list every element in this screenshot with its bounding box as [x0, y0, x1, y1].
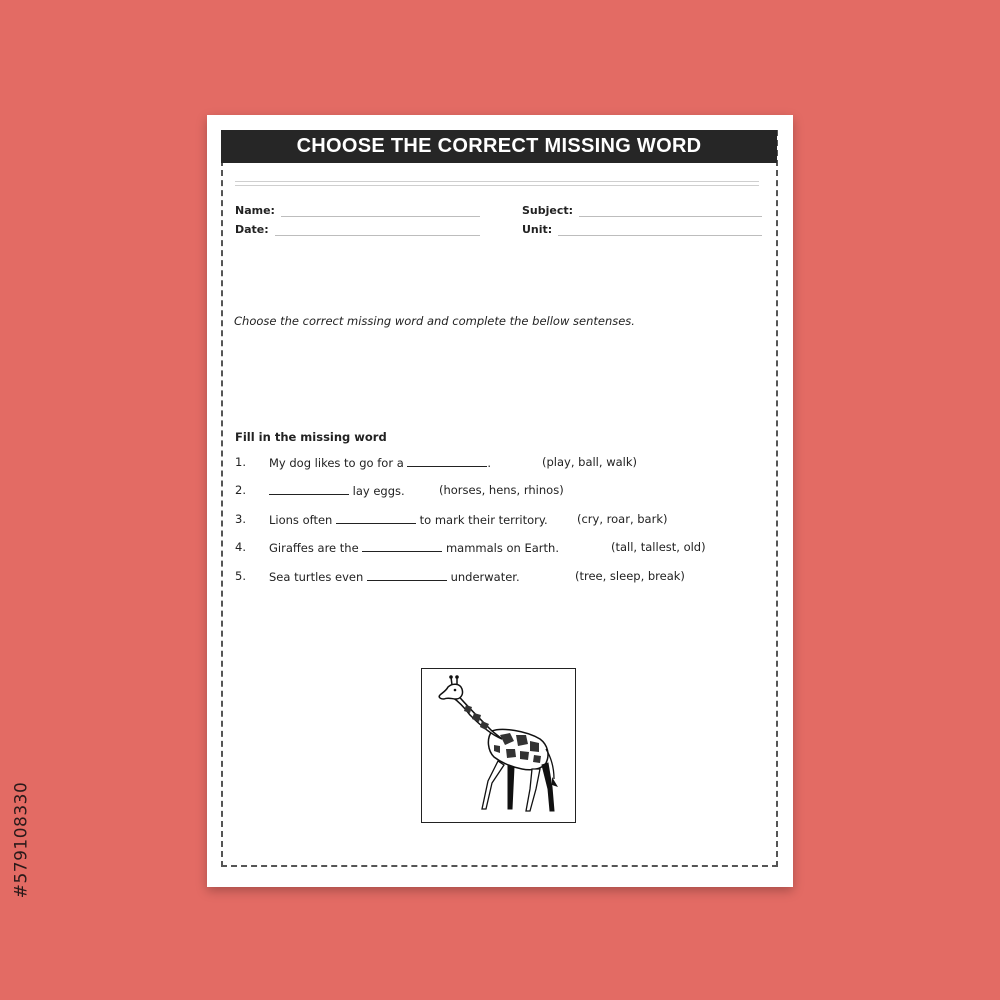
unit-label: Unit: [522, 223, 553, 236]
worksheet-page [207, 115, 793, 887]
question-text: My dog likes to go for a . [269, 456, 492, 470]
name-label: Name: [235, 204, 275, 217]
worksheet-title: CHOOSE THE CORRECT MISSING WORD [296, 135, 702, 157]
question-item [235, 569, 735, 585]
question-options: (cry, roar, bark) [577, 512, 668, 526]
section-title: Fill in the missing word [235, 430, 387, 444]
question-options: (tall, tallest, old) [611, 540, 706, 554]
instruction-text: Choose the correct missing word and complete the bellow sentenses. [234, 314, 635, 328]
subject-field [522, 201, 762, 217]
answer-blank[interactable] [367, 569, 447, 581]
question-number: 4. [235, 540, 246, 554]
header-rule-top [235, 181, 759, 182]
date-label: Date: [235, 223, 269, 236]
answer-blank[interactable] [269, 483, 349, 495]
title-bar [221, 130, 777, 163]
date-line[interactable] [275, 223, 480, 236]
answer-blank[interactable] [407, 455, 487, 467]
unit-field [522, 220, 762, 236]
name-line[interactable] [281, 204, 480, 217]
stock-id-watermark [6, 760, 36, 920]
question-item [235, 483, 735, 499]
question-number: 5. [235, 569, 246, 583]
question-text: Giraffes are the mammals on Earth. [269, 541, 559, 555]
answer-blank[interactable] [362, 540, 442, 552]
answer-blank[interactable] [336, 512, 416, 524]
date-field [235, 220, 480, 236]
question-options: (play, ball, walk) [542, 455, 637, 469]
question-item [235, 455, 735, 471]
subject-label: Subject: [522, 204, 574, 217]
question-number: 2. [235, 483, 246, 497]
header-rule-bottom [235, 185, 759, 186]
subject-line[interactable] [579, 204, 762, 217]
stock-id-text: #579108330 [11, 781, 31, 899]
question-item [235, 540, 735, 556]
giraffe-icon [422, 669, 574, 821]
question-text: lay eggs. [269, 483, 405, 498]
question-text: Sea turtles even underwater. [269, 570, 520, 584]
name-field [235, 201, 480, 217]
question-options: (tree, sleep, break) [575, 569, 685, 583]
question-item [235, 512, 735, 528]
question-number: 3. [235, 512, 246, 526]
unit-line[interactable] [558, 223, 762, 236]
giraffe-picture-box [421, 668, 576, 823]
question-number: 1. [235, 455, 246, 469]
question-text: Lions often to mark their territory. [269, 513, 548, 527]
question-options: (horses, hens, rhinos) [439, 483, 564, 497]
